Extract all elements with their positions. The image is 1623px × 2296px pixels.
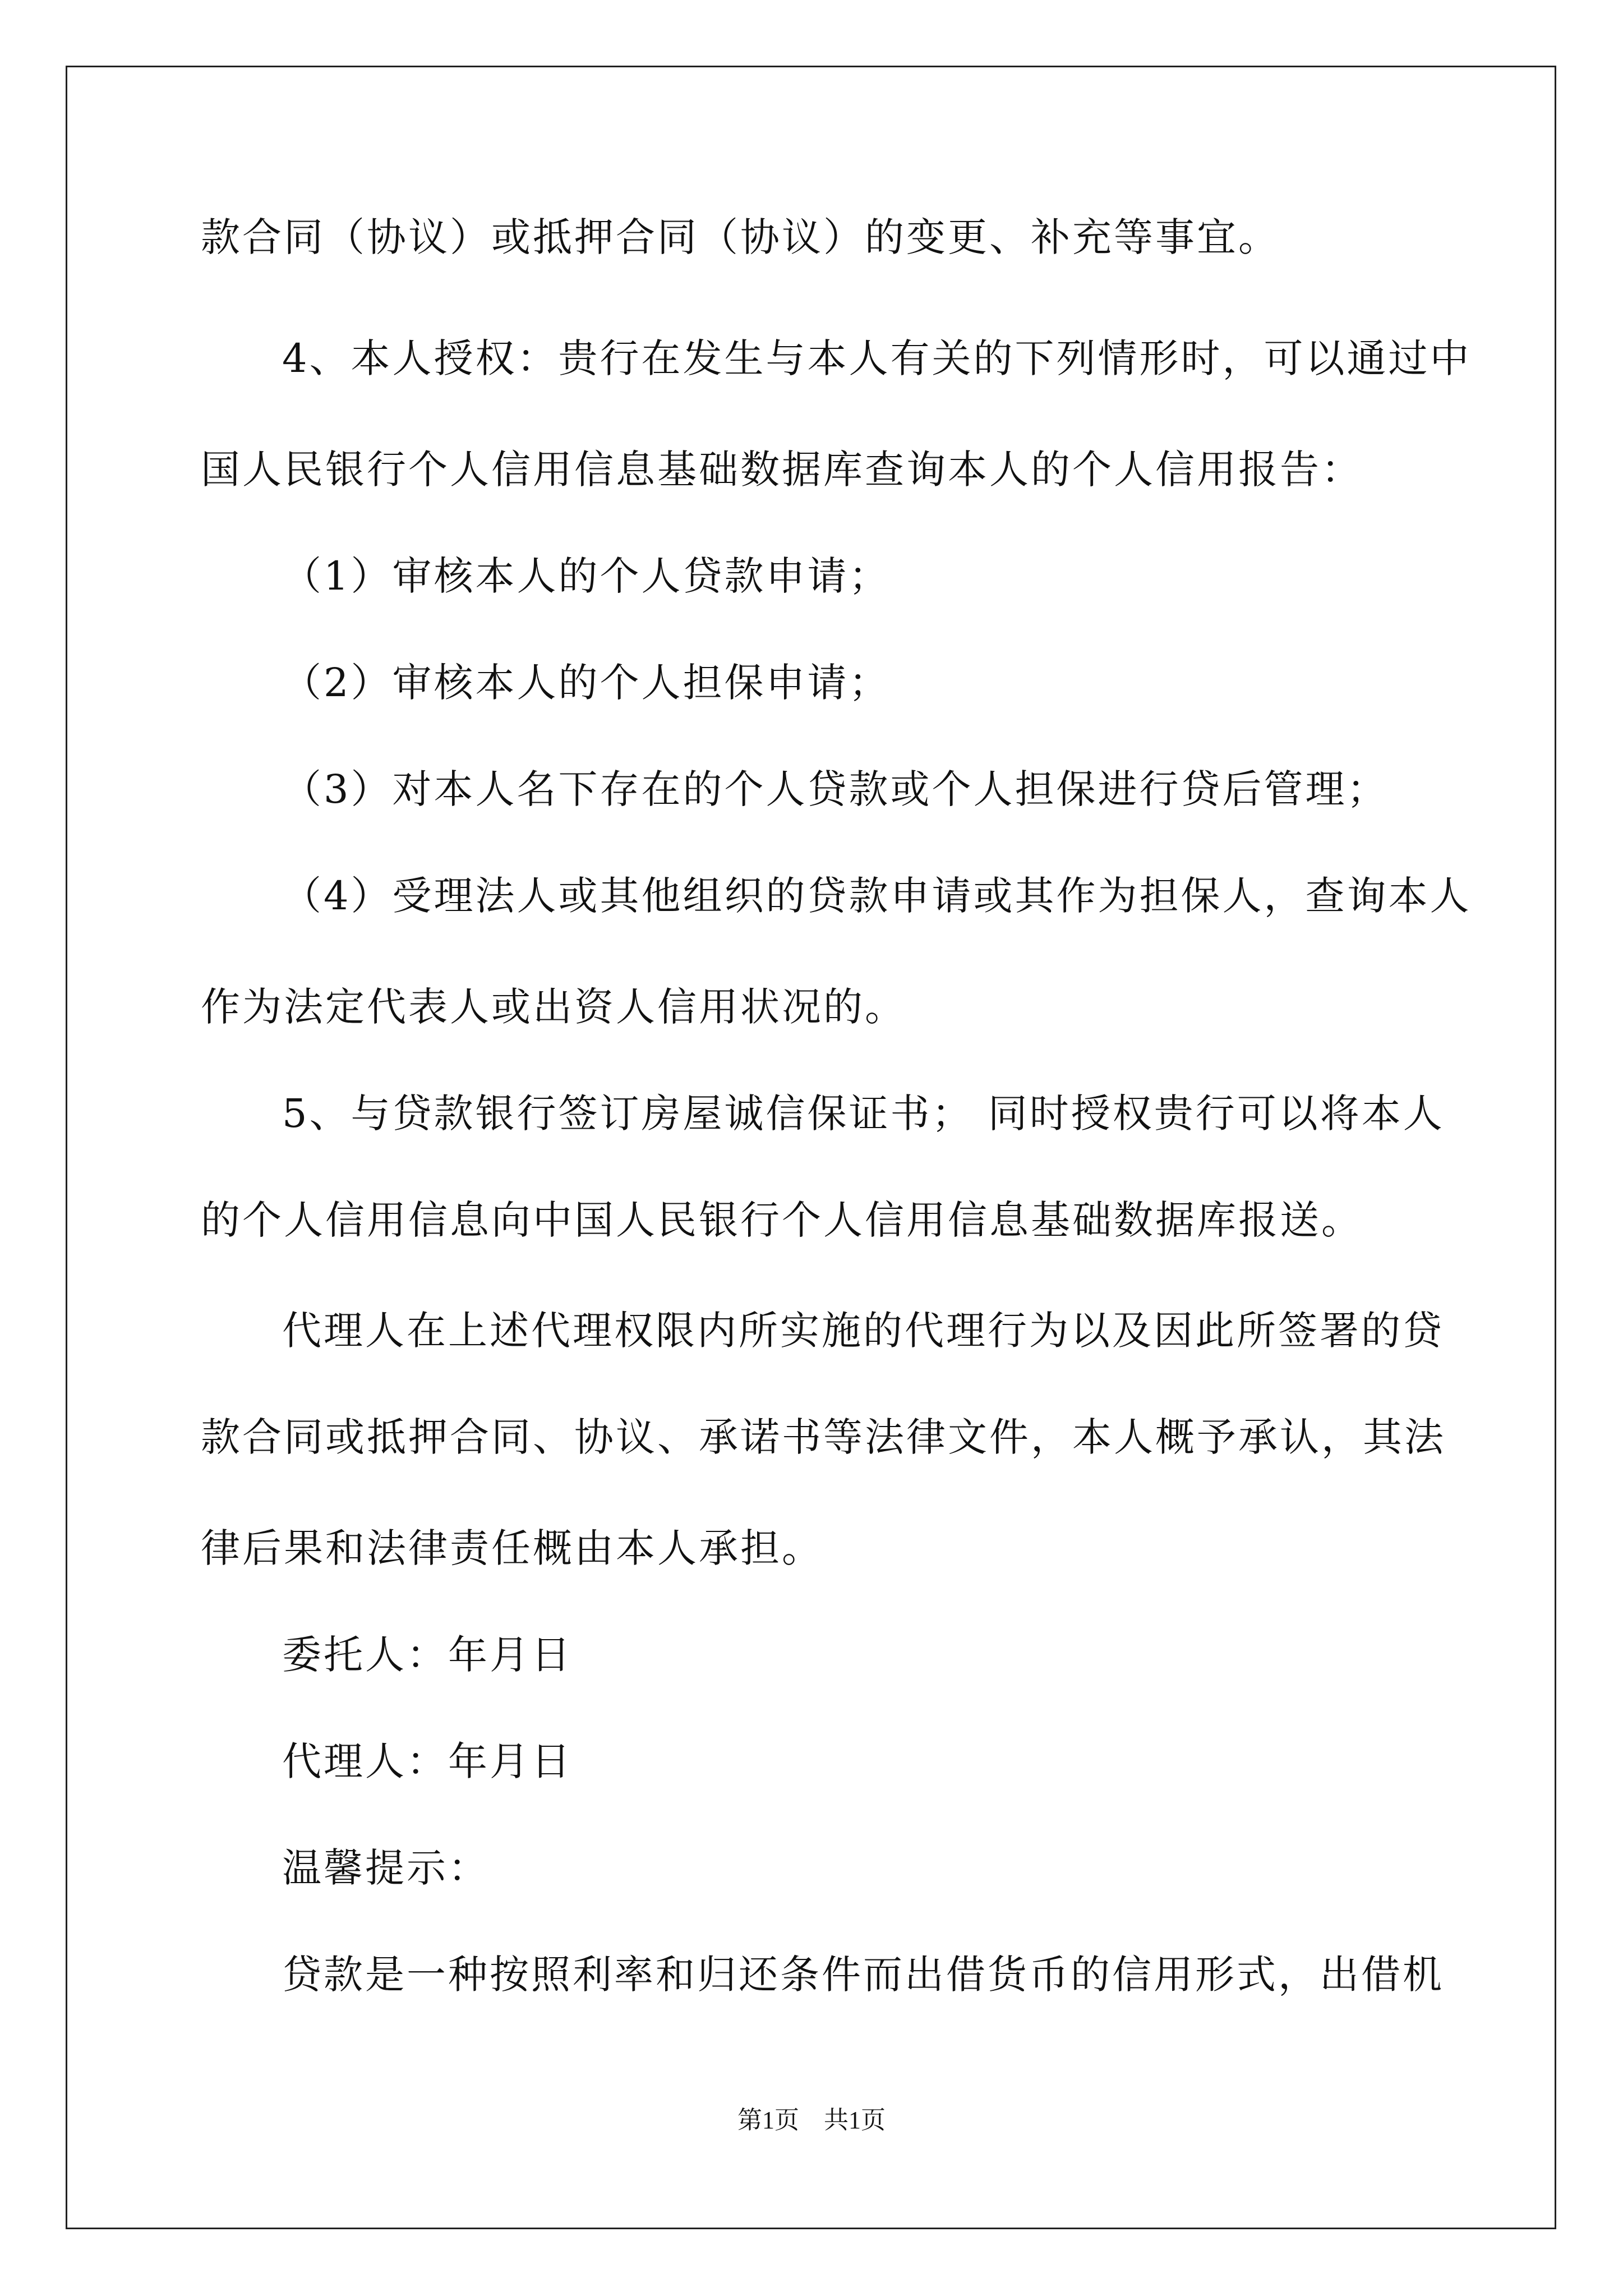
text-line: 贷款是一种按照利率和归还条件而出借货币的信用形式，出借机: [282, 1952, 1444, 1998]
text-line: 委托人：年月日: [282, 1632, 573, 1678]
text-line: 5、与贷款银行签订房屋诚信保证书； 同时授权贵行可以将本人: [282, 1091, 1445, 1137]
text-line: （4）受理法人或其他组织的贷款申请或其作为担保人，查询本人: [282, 873, 1472, 919]
text-line: （3）对本人名下存在的个人贷款或个人担保进行贷后管理；: [282, 766, 1389, 812]
page-footer: 第1页 共1页: [737, 2106, 886, 2134]
text-line: 代理人：年月日: [282, 1738, 573, 1784]
text-line: 款合同（协议）或抵押合同（协议）的变更、补充等事宜。: [201, 214, 1280, 260]
text-line: 国人民银行个人信用信息基础数据库查询本人的个人信用报告：: [201, 447, 1363, 493]
text-line: 4、本人授权：贵行在发生与本人有关的下列情形时，可以通过中: [282, 335, 1472, 381]
text-line: 款合同或抵押合同、协议、承诺书等法律文件，本人概予承认，其法: [201, 1414, 1446, 1460]
text-line: 律后果和法律责任概由本人承担。: [201, 1525, 823, 1571]
text-line: （2）审核本人的个人担保申请；: [282, 660, 891, 706]
text-line: 的个人信用信息向中国人民银行个人信用信息基础数据库报送。: [201, 1197, 1363, 1243]
text-line: 温馨提示：: [282, 1845, 490, 1891]
text-line: 代理人在上述代理权限内所实施的代理行为以及因此所签署的贷: [282, 1308, 1444, 1354]
text-line: （1）审核本人的个人贷款申请；: [282, 553, 891, 599]
text-line: 作为法定代表人或出资人信用状况的。: [201, 984, 906, 1030]
page-frame: [66, 66, 1556, 2229]
